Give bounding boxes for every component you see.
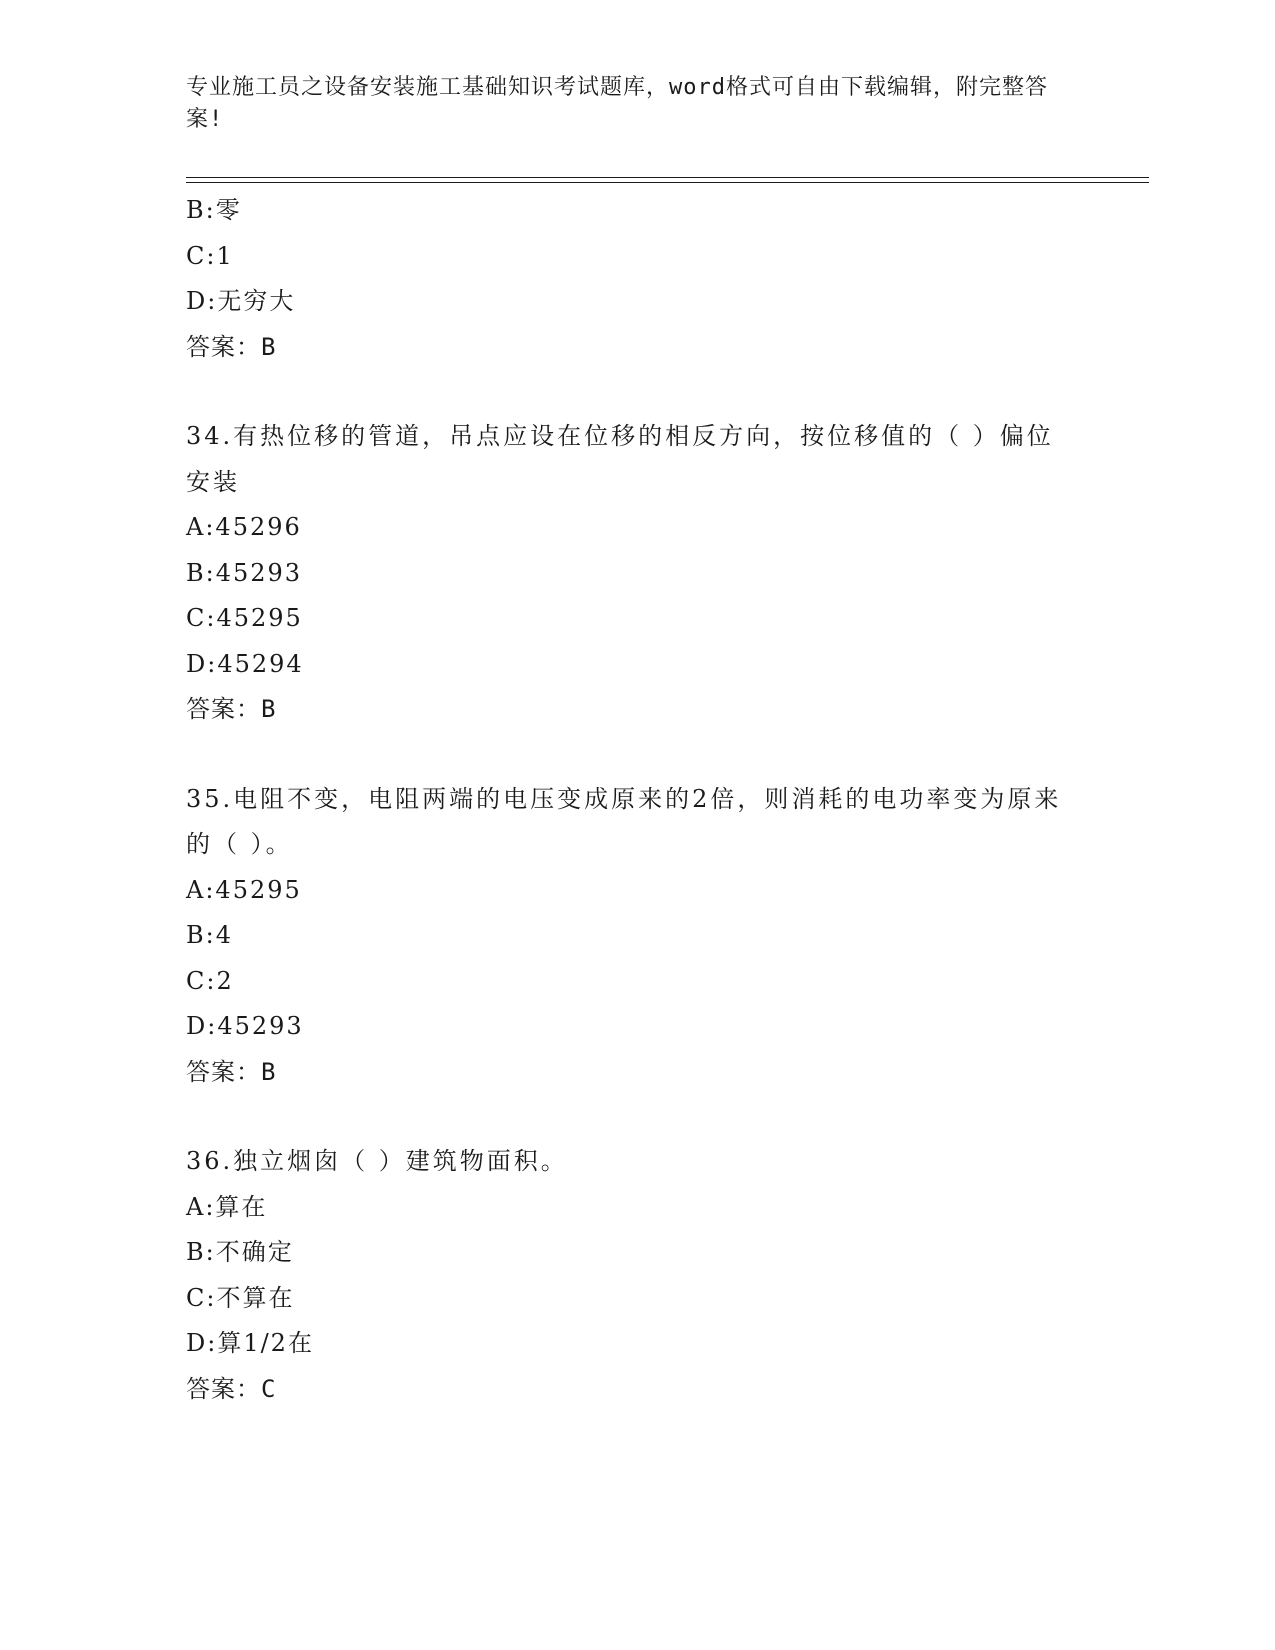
- spacer: [186, 733, 1086, 777]
- option-c: C:2: [186, 966, 234, 995]
- option-c: C:不算在: [186, 1283, 295, 1312]
- option-a: A:45295: [186, 875, 302, 904]
- option-a: A:45296: [186, 513, 302, 541]
- question-text: 34.有热位移的管道，吊点应设在位移的相反方向，按位移值的（ ）偏位安装: [186, 422, 1054, 496]
- option-c: C:1: [186, 241, 234, 270]
- spacer: [186, 1095, 1086, 1139]
- question-block-partial: [186, 188, 1086, 370]
- answer-line: 答案：B: [186, 695, 277, 723]
- spacer: [186, 370, 1086, 414]
- answer-line: 答案：B: [186, 1057, 277, 1086]
- document-header: [186, 72, 1066, 136]
- answer-line: 答案：C: [186, 1374, 277, 1403]
- question-list: [186, 188, 1086, 1412]
- question-text: 36.独立烟囱（ ）建筑物面积。: [186, 1147, 568, 1175]
- option-a: A:算在: [186, 1192, 268, 1221]
- option-d: D:算1/2在: [186, 1329, 314, 1357]
- header-title: 专业施工员之设备安装施工基础知识考试题库，word格式可自由下载编辑，附完整答案!: [186, 75, 1048, 132]
- header-divider-bottom: [186, 182, 1149, 183]
- option-b: B:4: [186, 921, 233, 949]
- header-divider-top: [186, 177, 1149, 178]
- option-b: B:不确定: [186, 1238, 294, 1266]
- option-d: D:45294: [186, 649, 304, 678]
- option-d: D:45293: [186, 1012, 304, 1040]
- question-block-34: [186, 414, 1086, 733]
- option-b: B:零: [186, 196, 242, 224]
- option-c: C:45295: [186, 604, 303, 632]
- option-b: B:45293: [186, 558, 303, 587]
- answer-line: 答案：B: [186, 332, 277, 361]
- question-block-35: [186, 777, 1086, 1096]
- question-text: 35.电阻不变，电阻两端的电压变成原来的2倍，则消耗的电功率变为原来的（ ）。: [186, 784, 1062, 858]
- option-d: D:无穷大: [186, 287, 296, 315]
- question-block-36: [186, 1139, 1086, 1412]
